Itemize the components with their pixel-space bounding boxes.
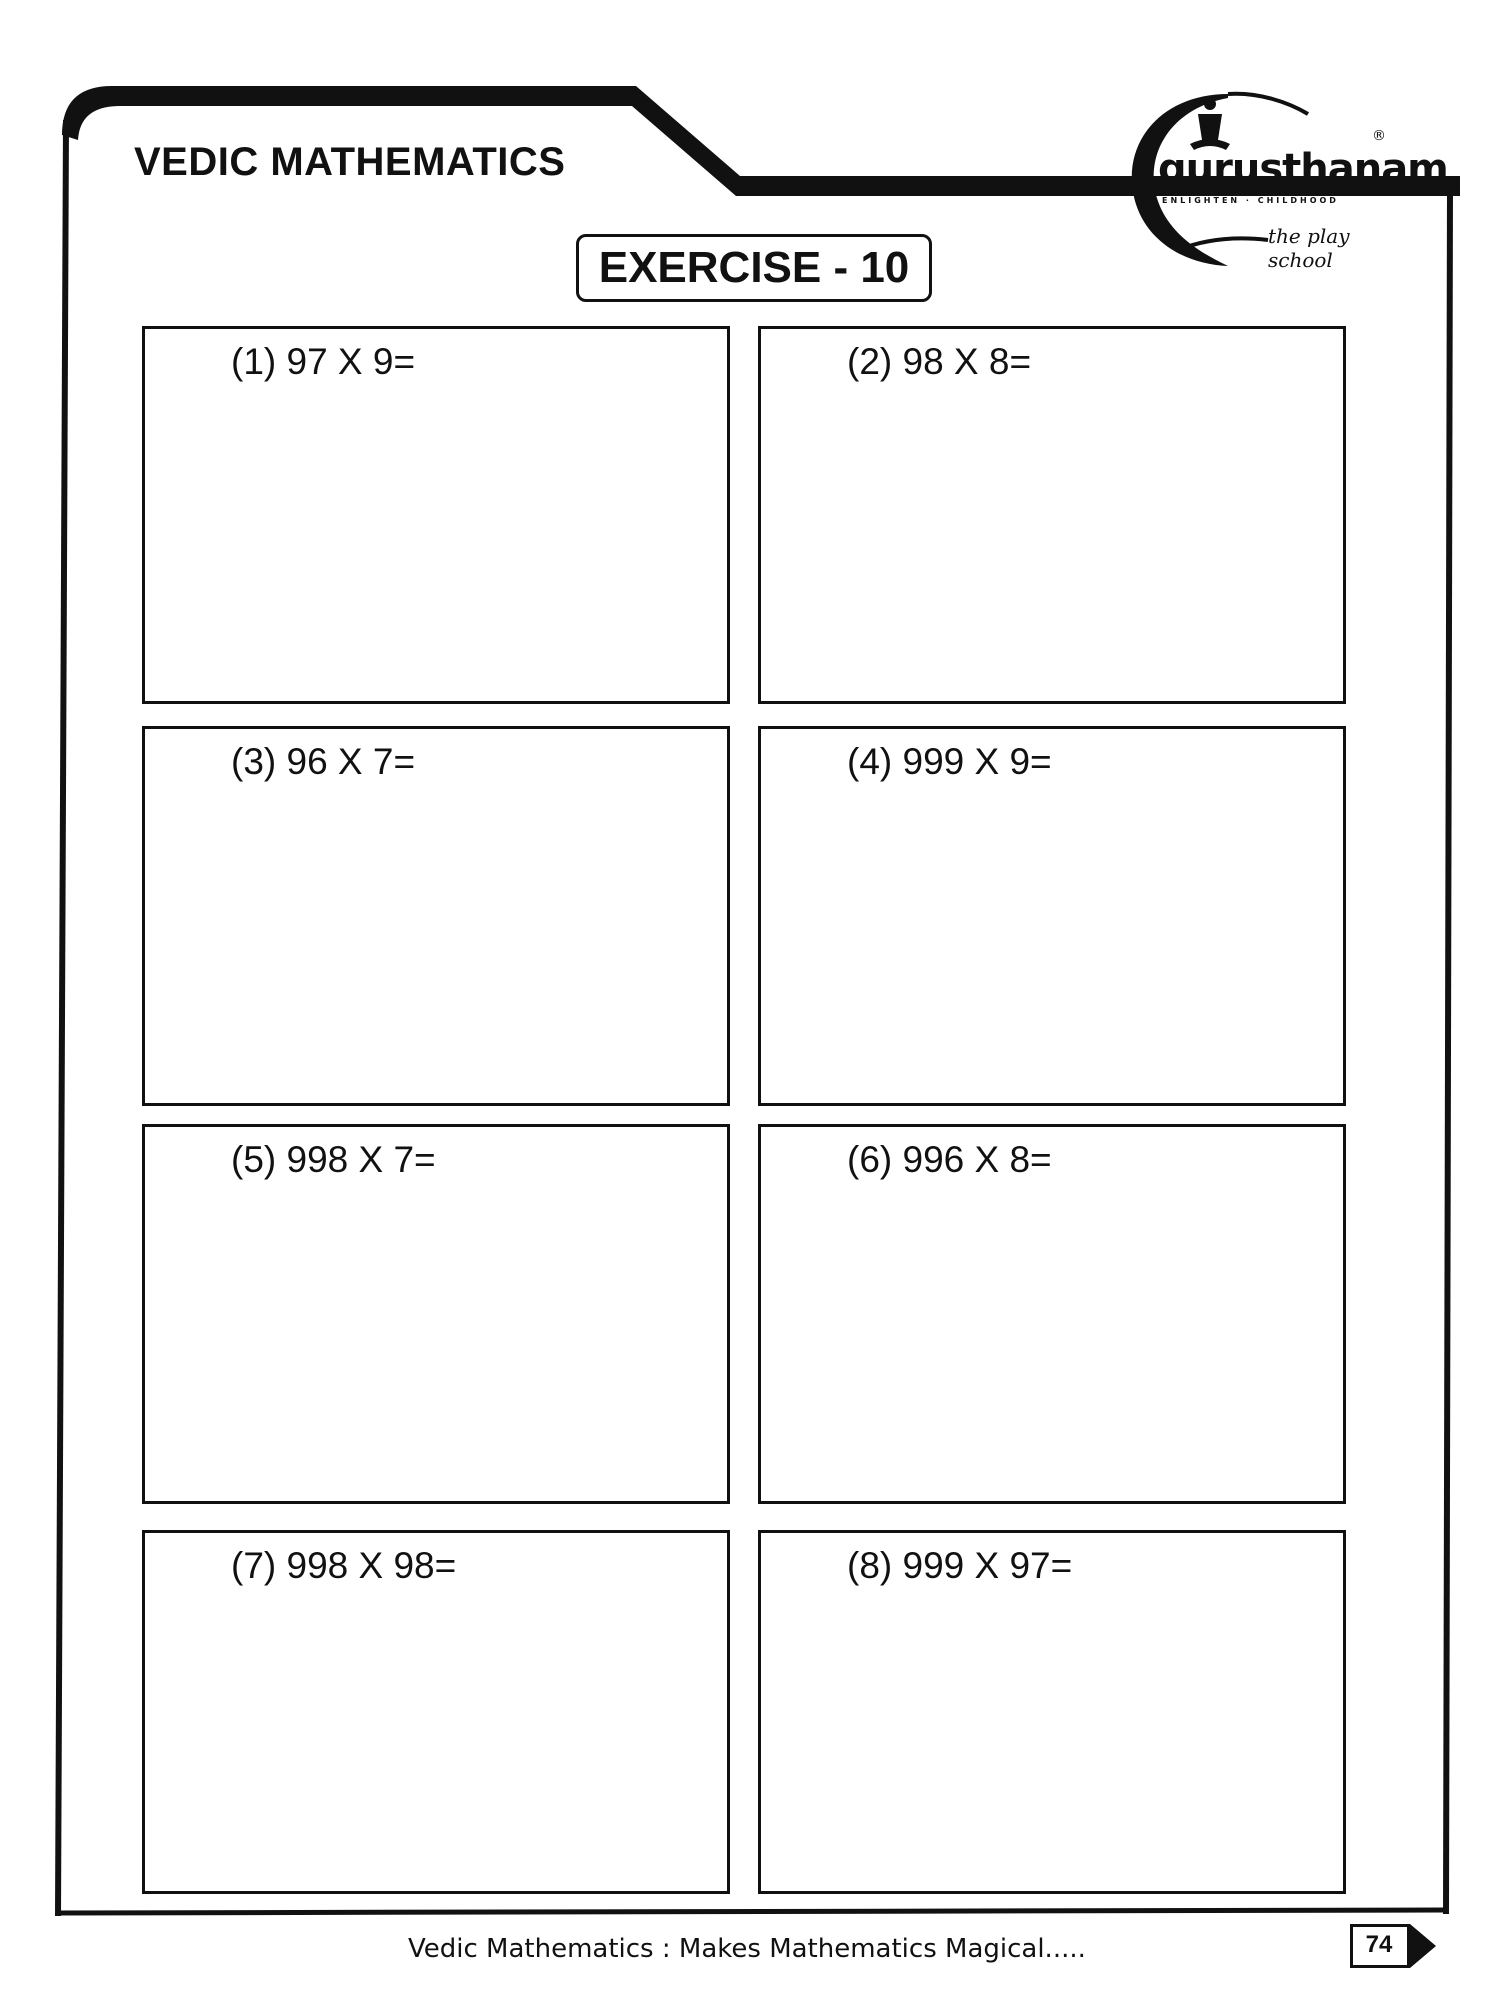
logo-name: gurusthanam	[1158, 146, 1448, 192]
problem-label: (4) 999 X 9=	[847, 741, 1052, 782]
problem-box-1[interactable]	[142, 326, 730, 704]
problem-box-6[interactable]	[758, 1124, 1346, 1504]
problem-label: (2) 98 X 8=	[847, 341, 1032, 382]
problem-box-5[interactable]	[142, 1124, 730, 1504]
logo-subtitle: ENLIGHTEN · CHILDHOOD	[1162, 196, 1339, 205]
problem-label: (5) 998 X 7=	[231, 1139, 436, 1180]
gurusthanam-logo	[1118, 84, 1448, 274]
exercise-title: EXERCISE - 10	[576, 234, 932, 302]
problem-label: (8) 999 X 97=	[847, 1545, 1073, 1586]
registered-mark: ®	[1372, 128, 1386, 144]
problem-box-4[interactable]	[758, 726, 1346, 1106]
problem-label: (3) 96 X 7=	[231, 741, 416, 782]
page-header-title: VEDIC MATHEMATICS	[134, 140, 566, 184]
problem-box-8[interactable]	[758, 1530, 1346, 1894]
problem-box-7[interactable]	[142, 1530, 730, 1894]
footer-tagline: Vedic Mathematics : Makes Mathematics Magical.....	[408, 1934, 1086, 1964]
problem-box-3[interactable]	[142, 726, 730, 1106]
problem-label: (6) 996 X 8=	[847, 1139, 1052, 1180]
problem-label: (7) 998 X 98=	[231, 1545, 457, 1586]
logo-tagline: the play school	[1268, 224, 1350, 272]
page-number: 74	[1365, 1931, 1393, 1958]
problem-label: (1) 97 X 9=	[231, 341, 416, 382]
problem-box-2[interactable]	[758, 326, 1346, 704]
